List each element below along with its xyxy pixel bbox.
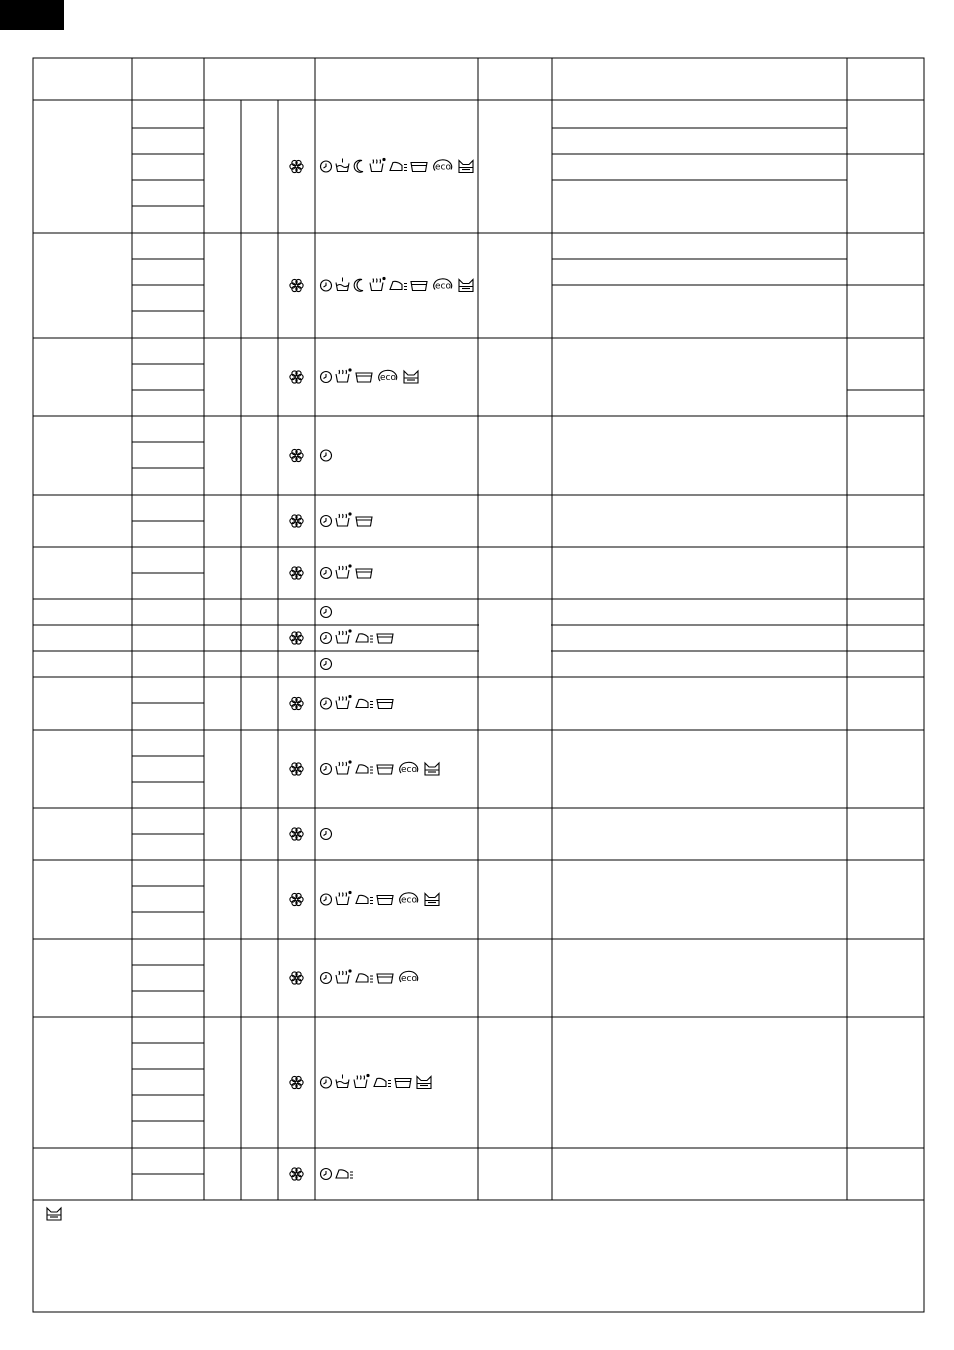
intensive-icon <box>411 282 427 291</box>
prewash-icon <box>336 1075 349 1088</box>
timer-icon <box>321 894 332 905</box>
easy-iron-icon <box>356 765 373 773</box>
easy-iron-icon <box>390 162 407 170</box>
timer-icon <box>321 698 332 709</box>
table-icons <box>47 158 473 1220</box>
fan-icon <box>290 893 303 905</box>
eco-label: eco <box>401 974 417 984</box>
steam-icon <box>370 277 386 291</box>
eco-label: eco <box>435 281 451 292</box>
steam-icon <box>336 368 352 382</box>
fan-icon <box>290 1076 303 1088</box>
fan-icon <box>290 515 303 527</box>
easy-iron-icon <box>356 699 373 707</box>
intensive-icon <box>377 700 393 709</box>
fan-icon <box>290 449 303 461</box>
timer-icon <box>321 516 332 527</box>
timer-icon <box>321 607 332 618</box>
timer-icon <box>321 633 332 644</box>
intensive-icon <box>356 517 372 526</box>
steam-icon <box>336 760 352 774</box>
easy-iron-icon <box>336 1170 353 1178</box>
timer-icon <box>321 764 332 775</box>
easy-iron-icon <box>356 634 373 642</box>
night-icon <box>354 160 363 172</box>
steam-icon <box>370 158 386 172</box>
hygiene-icon <box>459 161 473 173</box>
steam-icon <box>336 969 352 983</box>
timer-icon <box>321 568 332 579</box>
fan-icon <box>290 763 303 775</box>
timer-icon <box>321 973 332 984</box>
eco-label: eco <box>380 373 396 383</box>
fan-icon <box>290 371 303 383</box>
timer-icon <box>321 161 332 172</box>
intensive-icon <box>377 974 393 983</box>
prewash-icon <box>336 159 349 172</box>
intensive-icon <box>395 1079 411 1088</box>
intensive-icon <box>411 163 427 172</box>
fan-icon <box>290 279 303 291</box>
hygiene-icon <box>404 371 418 383</box>
timer-icon <box>321 372 332 383</box>
hygiene-icon <box>425 763 439 775</box>
easy-iron-icon <box>374 1078 391 1086</box>
timer-icon <box>321 659 332 670</box>
steam-icon <box>336 629 352 643</box>
prewash-icon <box>336 278 349 291</box>
eco-icon <box>400 971 418 984</box>
steam-icon <box>336 564 352 578</box>
eco-label: eco <box>401 895 417 906</box>
intensive-icon <box>377 765 393 774</box>
night-icon <box>354 279 363 291</box>
fan-icon <box>290 972 303 984</box>
eco-icon <box>434 279 452 292</box>
timer-icon <box>321 829 332 840</box>
fan-icon <box>290 828 303 840</box>
easy-iron-icon <box>356 974 373 982</box>
steam-icon <box>336 512 352 526</box>
timer-icon <box>321 1169 332 1180</box>
easy-iron-icon <box>390 281 407 289</box>
fan-icon <box>290 1168 303 1180</box>
merged-cell <box>479 600 551 676</box>
steam-icon <box>336 695 352 709</box>
hygiene-icon <box>425 894 439 906</box>
intensive-icon <box>356 569 372 578</box>
intensive-icon <box>356 373 372 382</box>
fan-icon <box>290 632 303 644</box>
table-gridlines <box>33 58 924 1312</box>
timer-icon <box>321 450 332 461</box>
eco-icon <box>379 370 397 383</box>
steam-icon <box>336 891 352 905</box>
hygiene-icon <box>417 1077 431 1089</box>
eco-label: eco <box>435 162 451 173</box>
fan-icon <box>290 697 303 709</box>
eco-icon <box>400 893 418 906</box>
fan-icon <box>290 160 303 172</box>
intensive-icon <box>377 896 393 905</box>
hygiene-icon <box>47 1208 61 1220</box>
eco-label: eco <box>401 765 417 775</box>
timer-icon <box>321 280 332 291</box>
steam-icon <box>354 1074 370 1088</box>
eco-icon <box>434 160 452 173</box>
intensive-icon <box>377 634 393 643</box>
fan-icon <box>290 567 303 579</box>
easy-iron-icon <box>356 895 373 903</box>
hygiene-icon <box>459 280 473 292</box>
timer-icon <box>321 1077 332 1088</box>
eco-icon <box>400 762 418 775</box>
